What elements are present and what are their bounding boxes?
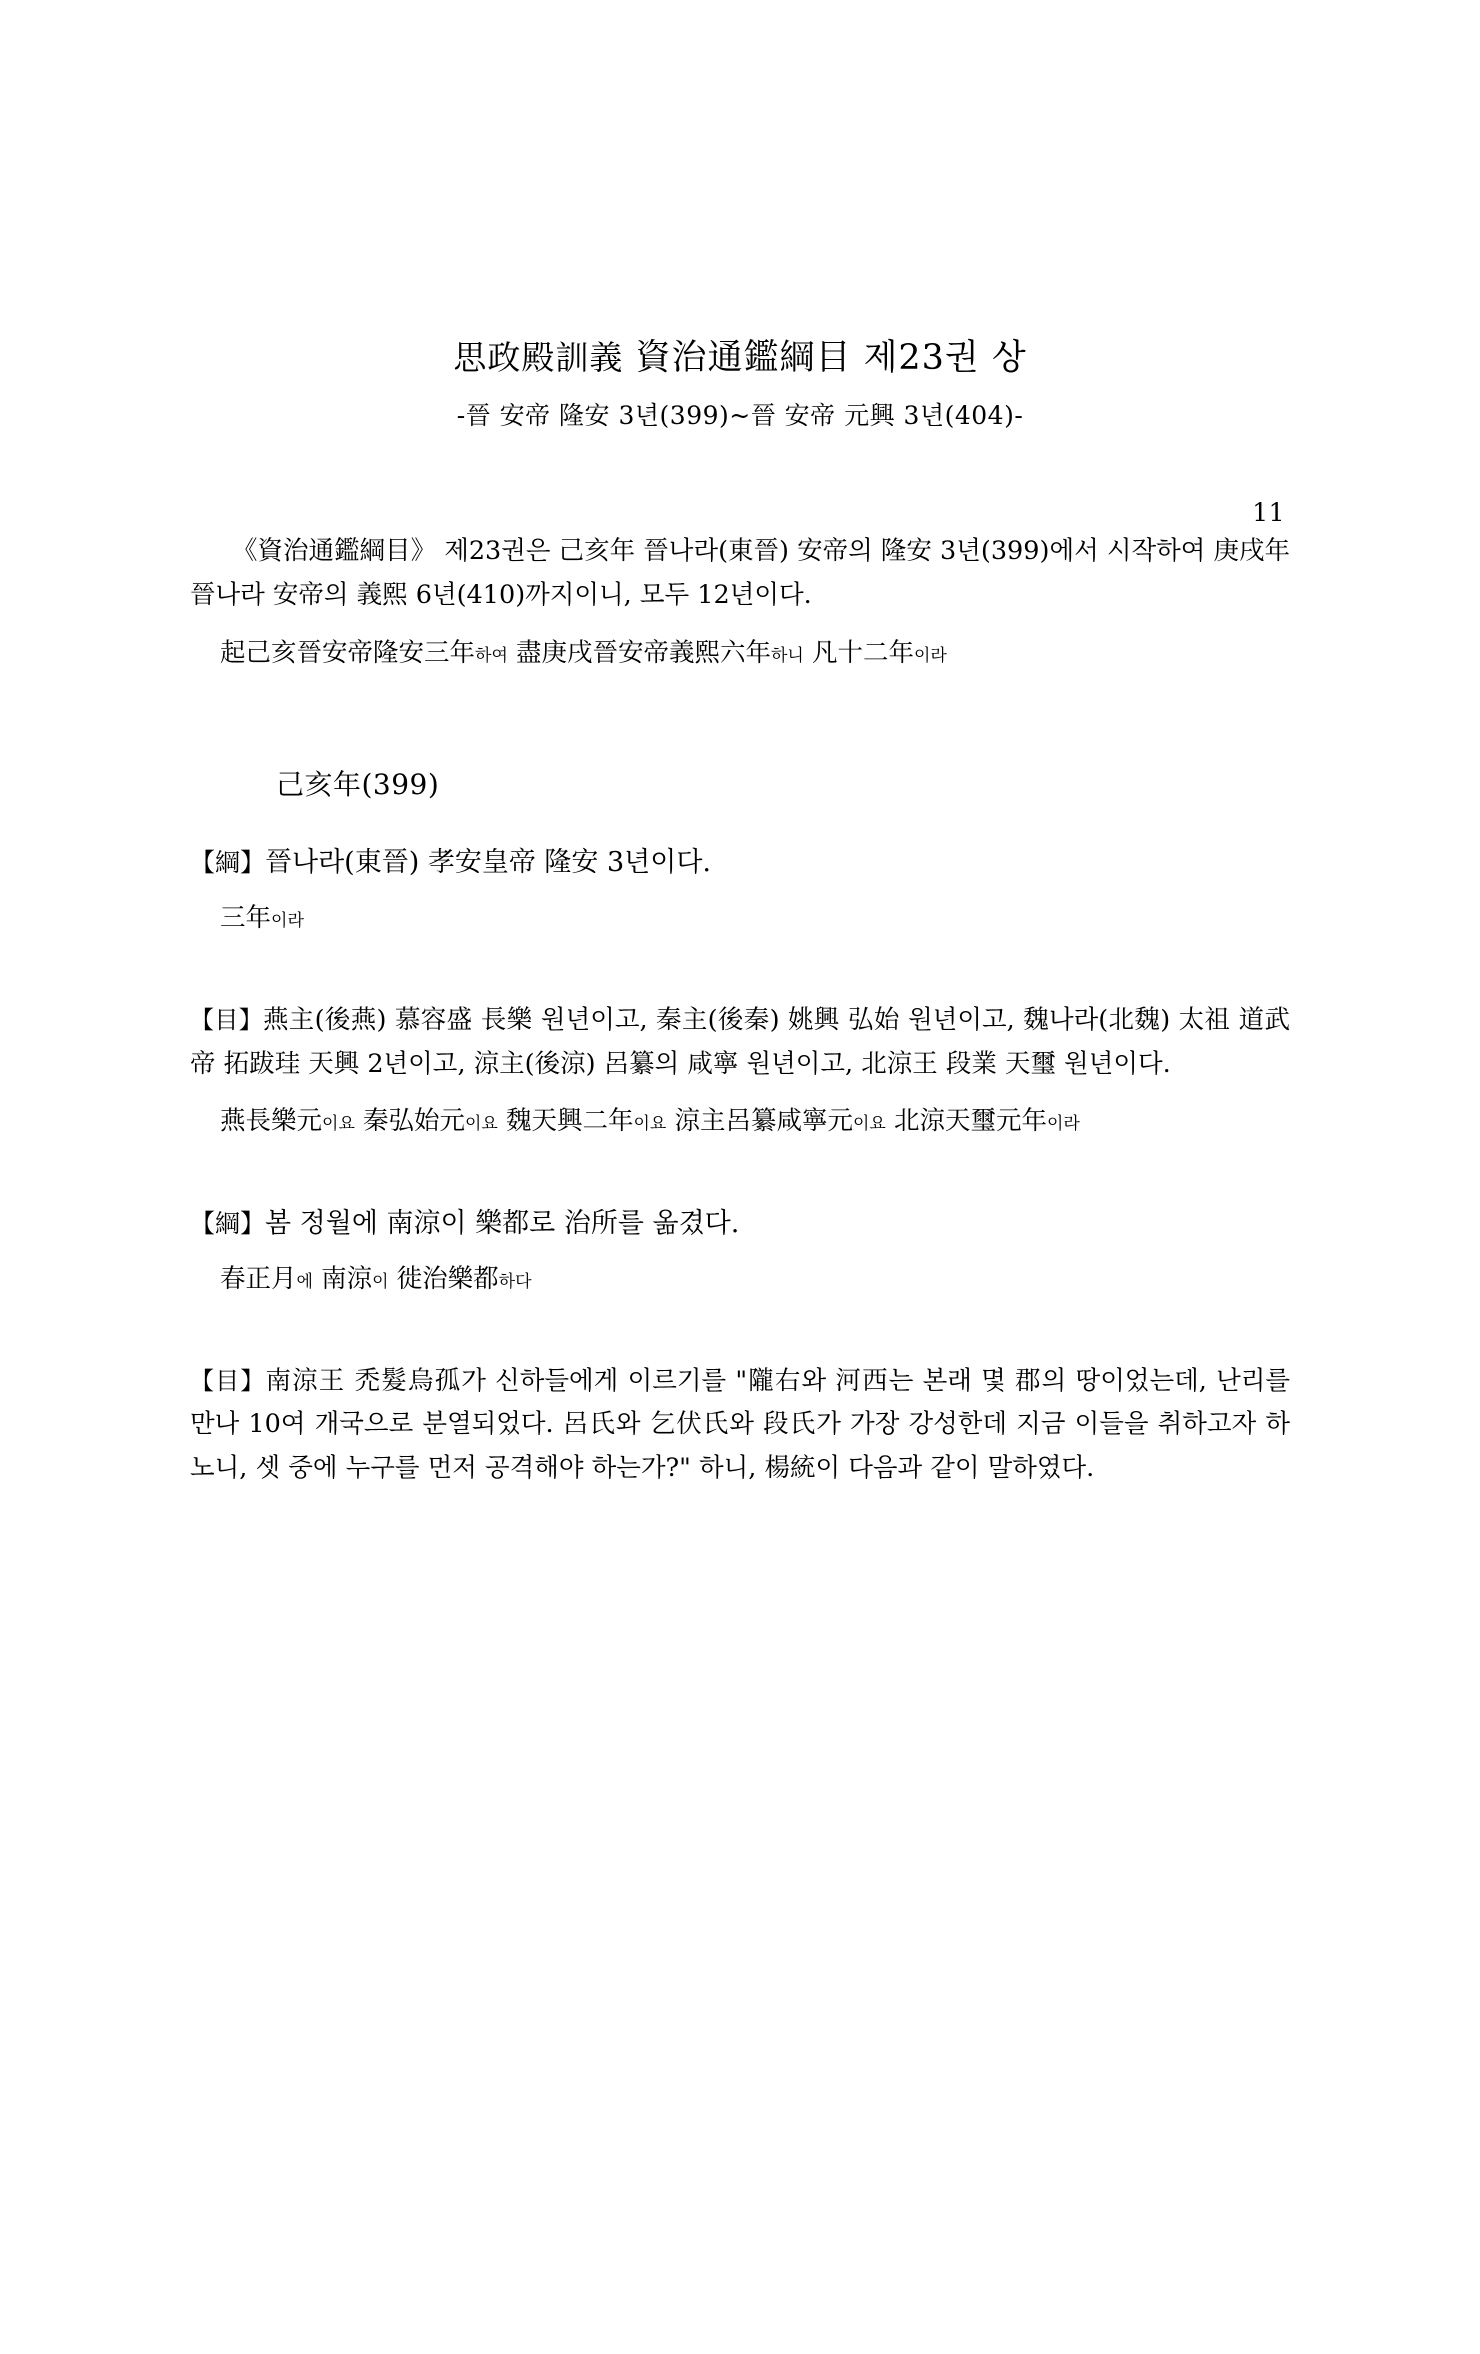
gang-note-suffix: 이라: [271, 911, 304, 932]
hanmun-text-3: 凡十二年: [811, 637, 914, 668]
mok-note-suffix-4: 이요: [852, 1113, 886, 1134]
hanmun-suffix-2: 하니: [771, 645, 804, 666]
mok-note-suffix-2: 이요: [465, 1113, 498, 1134]
mok-note-main-1: 燕長樂元: [220, 1105, 323, 1136]
gang-text: 晉나라(東晉) 孝安皇帝 隆安 3년이다.: [265, 847, 712, 879]
document-page: [0, 330, 1480, 2354]
mok-note-main-4: 涼主呂纂咸寧元: [674, 1105, 853, 1136]
title-main: 資治通鑑綱目 제23권 상: [635, 338, 1027, 378]
gang2-note-main-1: 春正月: [220, 1263, 297, 1294]
gang-marker-2: 【綱】: [190, 1208, 266, 1238]
gang2-note-suffix-1: 에: [296, 1271, 313, 1292]
title-prefix: 思政殿訓義: [453, 338, 624, 377]
mok-note-main-3: 魏天興二年: [505, 1105, 634, 1136]
hanmun-suffix-1: 하여: [475, 645, 508, 666]
year-heading: 己亥年(399): [276, 768, 440, 802]
mok-entry-1: [190, 999, 1290, 1087]
mok-text: 燕主(後燕) 慕容盛 長樂 원년이고, 秦主(後秦) 姚興 弘始 원년이고, 魏나라(北魏) 太祖 道武帝 拓跋珪 天興 2년이고, 涼主(後涼) 呂纂의 咸寧 원년이고, 北涼王 段業 天璽 원년이다.: [190, 1005, 1291, 1079]
gang2-note-main-3: 徙治樂都: [396, 1263, 499, 1294]
mok-marker: 【目】: [190, 1006, 263, 1035]
hanmun-text-1: 起己亥晉安帝隆安三年: [220, 637, 476, 668]
hanmun-text-2: 盡庚戌晉安帝義熙六年: [515, 637, 771, 668]
gang-entry-1: [190, 841, 1290, 884]
body-content: [190, 530, 1290, 1491]
gang-text-2: 봄 정월에 南涼이 樂都로 治所를 옮겼다.: [265, 1207, 740, 1239]
gang-note-2: [190, 1259, 1290, 1300]
title-block: [190, 330, 1290, 432]
page-title: [190, 330, 1290, 380]
gang-marker: 【綱】: [190, 848, 266, 878]
mok-marker-2: 【目】: [190, 1366, 266, 1395]
gang2-note-main-2: 南涼: [321, 1263, 373, 1294]
gang-note-main: 三年: [220, 903, 272, 934]
gang2-note-suffix-2: 이: [372, 1271, 389, 1292]
mok-note-suffix-5: 이라: [1046, 1113, 1080, 1134]
mok-note-suffix-3: 이요: [633, 1113, 667, 1134]
gang-entry-2: [190, 1202, 1290, 1245]
mok-note-main-2: 秦弘始元: [362, 1105, 465, 1136]
mok-note-main-5: 北涼天璽元年: [893, 1105, 1047, 1136]
mok-text-2: 南涼王 禿髮烏孤가 신하들에게 이르기를 "隴右와 河西는 본래 몇 郡의 땅이었는데, 난리를 만나 10여 개국으로 분열되었다. 呂氏와 乞伏氏와 段氏가 가장 강성한데 지금 이들을 취하고자 하노니, 셋 중에 누구를 먼저 공격해야 하는가?" 하니, 楊統이 다음과 같이 말하였다.: [190, 1365, 1290, 1484]
mok-entry-2: [190, 1360, 1290, 1492]
mok-note-suffix-1: 이요: [322, 1113, 355, 1134]
gang-note-1: [190, 898, 1290, 939]
intro-paragraph: 《資治通鑑綱目》 제23권은 己亥年 晉나라(東晉) 安帝의 隆安 3년(399)에서 시작하여 庚戌年 晉나라 安帝의 義熙 6년(410)까지이니, 모두 12년이다.: [190, 536, 1290, 610]
gang2-note-suffix-3: 하다: [498, 1271, 532, 1292]
hanmun-suffix-3: 이라: [913, 645, 947, 666]
page-number: 11: [1252, 498, 1285, 527]
page-subtitle: -晉 安帝 隆安 3년(399)~晉 安帝 元興 3년(404)-: [456, 401, 1024, 430]
intro-hanmun-note: [190, 632, 1290, 675]
mok-note-1: [190, 1101, 1290, 1142]
